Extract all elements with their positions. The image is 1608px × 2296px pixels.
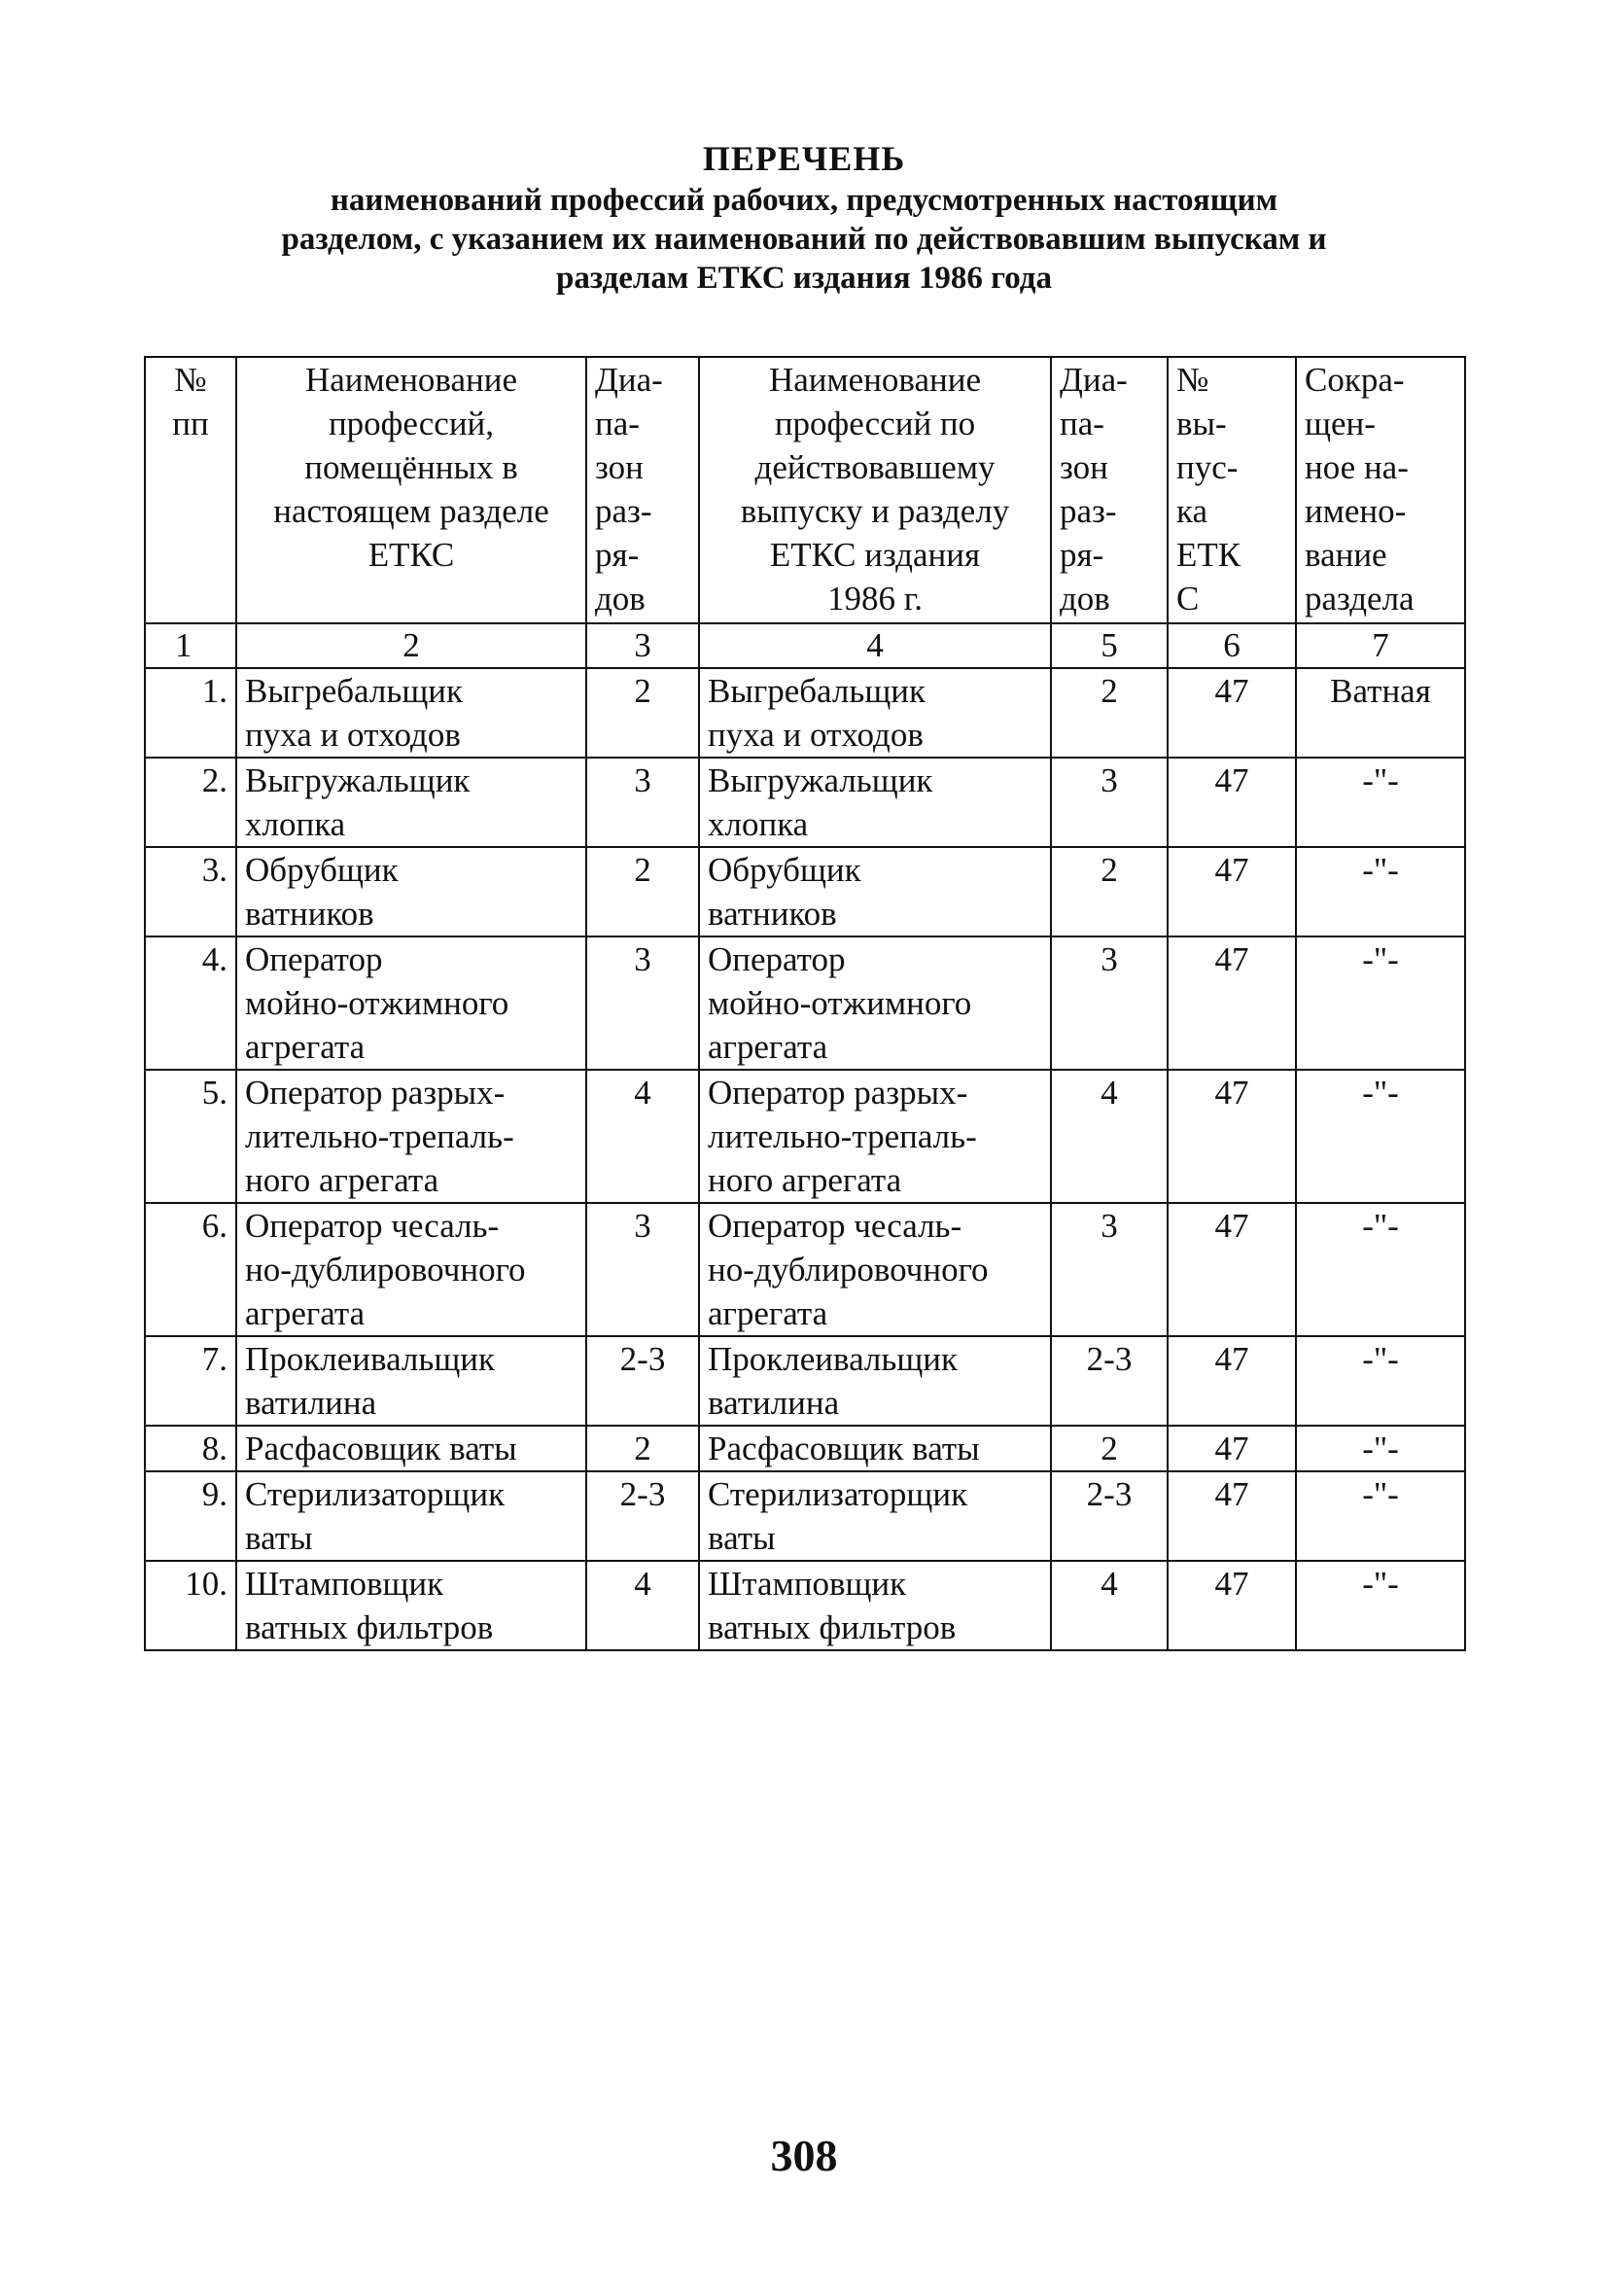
row-number: 4. (145, 936, 236, 1070)
range-old: 4 (1051, 1070, 1168, 1203)
profession-name-old-line: лительно-трепаль- (708, 1117, 977, 1155)
issue-number: 47 (1168, 847, 1296, 936)
table-row (145, 1070, 1465, 1203)
profession-name-new-line: Расфасовщик ваты (245, 1430, 517, 1467)
table-body (145, 668, 1465, 1650)
profession-name-old-line: но-дублировочного (708, 1251, 989, 1289)
issue-number: 47 (1168, 1203, 1296, 1336)
profession-name-new-line: Штамповщик (245, 1565, 444, 1603)
profession-name-old (699, 1336, 1051, 1426)
profession-name-old-line: хлопка (708, 805, 809, 843)
professions-table (144, 356, 1466, 1651)
table-row (145, 1471, 1465, 1561)
profession-name-new (236, 1471, 586, 1561)
profession-name-new-line: но-дублировочного (245, 1251, 526, 1289)
section-short: -"- (1296, 1561, 1465, 1650)
profession-name-old-line: Оператор чесаль- (708, 1207, 962, 1245)
profession-name-new-line: агрегата (245, 1028, 366, 1066)
page-number: 308 (770, 2131, 838, 2180)
row-number: 10. (145, 1561, 236, 1650)
section-short: -"- (1296, 847, 1465, 936)
header-profession-old: Наименование профессий по действовавшему выпуску и разделу ЕТКС издания 1986 г. (699, 357, 1051, 623)
column-number: 3 (586, 623, 699, 668)
section-short: Ватная (1296, 668, 1465, 758)
profession-name-old-line: ного агрегата (708, 1161, 902, 1199)
column-numbers-row (145, 623, 1465, 668)
column-number: 6 (1168, 623, 1296, 668)
row-number: 6. (145, 1203, 236, 1336)
header-section-short: Сокра- щен- ное на- имено- вание раздела (1296, 357, 1465, 623)
profession-name-new-line: Оператор разрых- (245, 1074, 506, 1112)
range-old: 3 (1051, 1203, 1168, 1336)
profession-name-new-line: ного агрегата (245, 1161, 439, 1199)
range-new: 2-3 (586, 1336, 699, 1426)
profession-name-new-line: агрегата (245, 1294, 366, 1332)
profession-name-new-line: лительно-трепаль- (245, 1117, 514, 1155)
profession-name-new-line: Проклеивальщик (245, 1340, 496, 1378)
profession-name-new (236, 1070, 586, 1203)
profession-name-old (699, 1471, 1051, 1561)
profession-name-new-line: Выгружальщик (245, 761, 471, 799)
profession-name-old-line: агрегата (708, 1028, 828, 1066)
header-range-new: Диа- па- зон раз- ря- дов (586, 357, 699, 623)
row-number: 1. (145, 668, 236, 758)
table-row (145, 1561, 1465, 1650)
issue-number: 47 (1168, 1561, 1296, 1650)
profession-name-new-line: ватников (245, 895, 374, 933)
issue-number: 47 (1168, 1471, 1296, 1561)
section-short: -"- (1296, 1426, 1465, 1471)
profession-name-new-line: Оператор чесаль- (245, 1207, 500, 1245)
title-line-3: разделам ЕТКС издания 1986 года (556, 261, 1052, 296)
profession-name-new-line: ватилина (245, 1384, 377, 1422)
table-row (145, 1336, 1465, 1426)
range-new: 2 (586, 668, 699, 758)
row-number: 5. (145, 1070, 236, 1203)
column-number: 2 (236, 623, 586, 668)
profession-name-old-line: ватников (708, 895, 837, 933)
profession-name-new-line: пуха и отходов (245, 716, 461, 754)
profession-name-old (699, 758, 1051, 847)
table-row (145, 668, 1465, 758)
column-number: 1 (145, 623, 236, 668)
section-short: -"- (1296, 1070, 1465, 1203)
header-number: № пп (145, 357, 236, 623)
profession-name-old-line: Штамповщик (708, 1565, 907, 1603)
profession-name-new (236, 758, 586, 847)
profession-name-new-line: Стерилизаторщик (245, 1475, 506, 1513)
range-old: 2 (1051, 847, 1168, 936)
range-old: 4 (1051, 1561, 1168, 1650)
table-row (145, 1203, 1465, 1336)
column-number: 4 (699, 623, 1051, 668)
section-short: -"- (1296, 1471, 1465, 1561)
column-number: 7 (1296, 623, 1465, 668)
profession-name-new-line: Выгребальщик (245, 672, 464, 710)
range-new: 4 (586, 1561, 699, 1650)
range-new: 3 (586, 758, 699, 847)
row-number: 8. (145, 1426, 236, 1471)
header-issue-number: № вы- пус- ка ЕТК С (1168, 357, 1296, 623)
range-old: 2-3 (1051, 1471, 1168, 1561)
section-short: -"- (1296, 1203, 1465, 1336)
profession-name-new (236, 1336, 586, 1426)
range-old: 2-3 (1051, 1336, 1168, 1426)
range-old: 3 (1051, 936, 1168, 1070)
table-header-row (145, 357, 1465, 623)
profession-name-old-line: агрегата (708, 1294, 828, 1332)
document-title (0, 136, 1608, 298)
profession-name-old (699, 1561, 1051, 1650)
profession-name-old-line: ватных фильтров (708, 1608, 957, 1646)
section-short: -"- (1296, 936, 1465, 1070)
issue-number: 47 (1168, 936, 1296, 1070)
profession-name-new (236, 1561, 586, 1650)
profession-name-old (699, 668, 1051, 758)
range-old: 2 (1051, 1426, 1168, 1471)
profession-name-old (699, 936, 1051, 1070)
profession-name-old-line: ватилина (708, 1384, 840, 1422)
issue-number: 47 (1168, 1336, 1296, 1426)
row-number: 7. (145, 1336, 236, 1426)
profession-name-old (699, 847, 1051, 936)
range-new: 2-3 (586, 1471, 699, 1561)
title-main: ПЕРЕЧЕНЬ (702, 139, 906, 178)
row-number: 9. (145, 1471, 236, 1561)
header-profession-new: Наименование профессий, помещённых в настоящем разделе ЕТКС (236, 357, 586, 623)
table-row (145, 758, 1465, 847)
range-new: 3 (586, 936, 699, 1070)
range-old: 3 (1051, 758, 1168, 847)
row-number: 2. (145, 758, 236, 847)
profession-name-new (236, 936, 586, 1070)
profession-name-new-line: мойно-отжимного (245, 984, 509, 1022)
profession-name-new (236, 668, 586, 758)
profession-name-new (236, 1203, 586, 1336)
title-line-2: разделом, с указанием их наименований по действовавшим выпускам и (281, 222, 1327, 257)
profession-name-old-line: мойно-отжимного (708, 984, 972, 1022)
header-range-old: Диа- па- зон раз- ря- дов (1051, 357, 1168, 623)
profession-name-old (699, 1070, 1051, 1203)
profession-name-old-line: Выгружальщик (708, 761, 933, 799)
profession-name-old-line: Оператор (708, 940, 846, 978)
profession-name-new-line: ваты (245, 1519, 313, 1557)
table-row (145, 847, 1465, 936)
profession-name-old-line: Расфасовщик ваты (708, 1430, 980, 1467)
profession-name-old-line: пуха и отходов (708, 716, 924, 754)
profession-name-new-line: хлопка (245, 805, 346, 843)
row-number: 3. (145, 847, 236, 936)
table-row (145, 936, 1465, 1070)
profession-name-new-line: ватных фильтров (245, 1608, 494, 1646)
profession-name-old (699, 1426, 1051, 1471)
range-new: 3 (586, 1203, 699, 1336)
profession-name-old-line: Выгребальщик (708, 672, 926, 710)
profession-name-new (236, 847, 586, 936)
section-short: -"- (1296, 1336, 1465, 1426)
table-row (145, 1426, 1465, 1471)
range-new: 4 (586, 1070, 699, 1203)
range-new: 2 (586, 847, 699, 936)
profession-name-old-line: Оператор разрых- (708, 1074, 968, 1112)
section-short: -"- (1296, 758, 1465, 847)
title-line-1: наименований профессий рабочих, предусмотренных настоящим (330, 183, 1278, 218)
profession-name-old-line: ваты (708, 1519, 776, 1557)
issue-number: 47 (1168, 1426, 1296, 1471)
issue-number: 47 (1168, 1070, 1296, 1203)
profession-name-old-line: Обрубщик (708, 851, 861, 889)
profession-name-old (699, 1203, 1051, 1336)
range-old: 2 (1051, 668, 1168, 758)
range-new: 2 (586, 1426, 699, 1471)
column-number: 5 (1051, 623, 1168, 668)
profession-name-new-line: Обрубщик (245, 851, 399, 889)
profession-name-old-line: Проклеивальщик (708, 1340, 959, 1378)
profession-name-old-line: Стерилизаторщик (708, 1475, 968, 1513)
profession-name-new (236, 1426, 586, 1471)
profession-name-new-line: Оператор (245, 940, 383, 978)
issue-number: 47 (1168, 758, 1296, 847)
issue-number: 47 (1168, 668, 1296, 758)
